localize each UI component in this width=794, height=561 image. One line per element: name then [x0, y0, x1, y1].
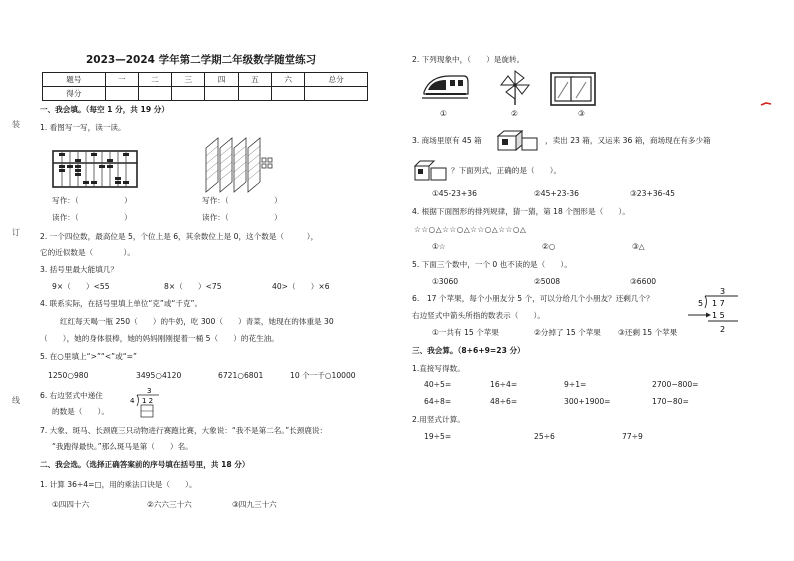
choice-6-opt-b[interactable]: ②分掉了 15 个苹果 — [534, 328, 601, 337]
calc-2: 2.用竖式计算。 — [412, 415, 465, 424]
ldiv-divisor: 5 — [698, 299, 704, 308]
ldiv-remainder: 2 — [720, 325, 726, 334]
q5-item-c: 6721○6801 — [218, 371, 264, 380]
choice-3-opt-b[interactable]: ②45+23-36 — [534, 189, 579, 198]
margin-mark-ding: 订 — [12, 228, 20, 237]
long-division-icon — [686, 286, 744, 338]
score-col-header: 二 — [138, 73, 171, 87]
score-col-header: 总分 — [305, 73, 368, 87]
choice-6: 6. 17 个苹果，每个小朋友分 5 个，可以分给几个小朋友？还剩几个？ — [412, 294, 654, 303]
margin-mark-xian: 线 — [12, 396, 20, 405]
question-4-line3: （ ），她的身体很棒，她的妈妈刚刚提着一桶 5（ ）的花生油。 — [40, 334, 279, 343]
q3-item-b: 8×（ ）<75 — [164, 282, 222, 291]
page-title: 2023—2024 学年第二学期二年级数学随堂练习 — [86, 54, 317, 66]
question-7: 7. 大象、斑马、长颈鹿三只动物进行赛跑比赛，大象说：“我不是第二名。”长颈鹿说： — [40, 426, 328, 435]
choice-6-cont: 右边竖式中箭头所指的数表示（ ）。 — [412, 311, 545, 320]
score-table-header-row — [43, 73, 368, 87]
red-pen-mark — [760, 101, 772, 107]
section-three-heading: 三、我会算。（8+6+9=23 分） — [412, 346, 525, 355]
question-3: 3. 括号里最大能填几？ — [40, 265, 119, 274]
question-4: 4. 联系实际，在括号里填上单位“克”或“千克”。 — [40, 299, 203, 308]
calc-item: 2700−800= — [652, 380, 699, 389]
train-icon — [420, 68, 470, 104]
vertical-calc-item: 25÷6 — [534, 432, 555, 441]
score-col-header: 题号 — [43, 73, 106, 87]
q1-write-a: 写作：（ ） — [52, 196, 132, 205]
margin-mark-zhuang: 装 — [12, 120, 20, 129]
score-col-header: 三 — [172, 73, 205, 87]
score-cell[interactable] — [205, 87, 238, 101]
choice-3-mid: ，卖出 23 箱，又运来 36 箱，商场现在有多少箱 — [545, 136, 711, 145]
question-1: 1. 看图写一写，读一读。 — [40, 123, 126, 132]
choice-1-opt-a[interactable]: ①四四十六 — [52, 500, 90, 509]
choice-4-opt-b[interactable]: ②○ — [542, 242, 556, 251]
q3-item-c: 40>（ ）×6 — [272, 282, 330, 291]
choice-2-opt-a[interactable]: ① — [440, 109, 447, 118]
score-cell[interactable] — [105, 87, 138, 101]
choice-4-sequence: ☆☆○△☆☆○△☆☆○△☆☆○△ — [414, 225, 527, 234]
score-table — [42, 72, 368, 101]
choice-4: 4. 根据下面图形的排列规律，猜一猜，第 18 个图形是（ ）。 — [412, 207, 630, 216]
calc-item: 40÷5= — [424, 380, 452, 389]
choice-5-opt-c[interactable]: ③6600 — [630, 277, 657, 286]
choice-3-opt-c[interactable]: ③23+36-45 — [630, 189, 675, 198]
cube-blocks-icon — [204, 136, 276, 196]
choice-5-opt-b[interactable]: ②5008 — [534, 277, 561, 286]
score-cell[interactable] — [138, 87, 171, 101]
calc-item: 300+1900= — [564, 397, 611, 406]
choice-5-opt-a[interactable]: ①3060 — [432, 277, 459, 286]
choice-5: 5. 下面三个数中，一个 0 也不读的是（ ）。 — [412, 260, 572, 269]
choice-3: 3. 商场里原有 45 箱 — [412, 136, 482, 145]
sliding-window-icon — [550, 72, 596, 106]
q5-item-a: 1250○980 — [48, 371, 89, 380]
pinwheel-icon — [498, 68, 532, 106]
abacus-icon — [52, 148, 138, 188]
score-col-header: 四 — [205, 73, 238, 87]
score-cell[interactable] — [172, 87, 205, 101]
choice-6-opt-a[interactable]: ①一共有 15 个苹果 — [432, 328, 499, 337]
score-cell[interactable] — [272, 87, 305, 101]
choice-1: 1. 计算 36÷4=□，用的乘法口诀是（ ）。 — [40, 480, 197, 489]
score-cell[interactable] — [238, 87, 271, 101]
question-5: 5. 在○里填上“>”“<”或“=” — [40, 352, 137, 361]
ldiv-quotient: 3 — [720, 287, 726, 296]
q3-item-a: 9×（ ）<55 — [52, 282, 110, 291]
box-icon — [496, 130, 540, 152]
score-col-header: 六 — [272, 73, 305, 87]
question-6-cont: 的数是（ ）。 — [52, 407, 109, 416]
choice-3-cont: ？下面列式，正确的是（ ）。 — [451, 166, 562, 175]
choice-4-opt-a[interactable]: ①☆ — [432, 242, 446, 251]
vertical-calc-item: 19÷5= — [424, 432, 452, 441]
score-cell[interactable] — [305, 87, 368, 101]
section-two-heading: 二、我会选。（选择正确答案前的序号填在括号里，共 18 分） — [40, 460, 250, 469]
calc-item: 16÷4= — [490, 380, 518, 389]
score-row-label: 得分 — [43, 87, 106, 101]
score-col-header: 一 — [105, 73, 138, 87]
score-col-header: 五 — [238, 73, 271, 87]
choice-4-opt-c[interactable]: ③△ — [632, 242, 645, 251]
question-2: 2. 一个四位数，最高位是 5，个位上是 6，其余数位上是 0，这个数是（ ）， — [40, 232, 319, 241]
calc-item: 48÷6= — [490, 397, 518, 406]
question-4-line2: 红红每天喝一瓶 250（ ）的牛奶，吃 300（ ）青菜，她现在的体重是 30 — [60, 317, 334, 326]
q1-read-a: 读作：（ ） — [52, 213, 132, 222]
vertical-calc-item: 77÷9 — [622, 432, 643, 441]
question-7-cont: “我跑得最快。”那么斑马是第（ ）名。 — [52, 442, 193, 451]
box-icon — [413, 160, 449, 182]
ldiv-dividend: 1 7 — [712, 299, 725, 308]
q1-write-b: 写作：（ ） — [202, 196, 282, 205]
section-one-heading: 一、我会填。（每空 1 分，共 19 分） — [40, 105, 169, 114]
calc-item: 170−80= — [652, 397, 689, 406]
choice-1-opt-c[interactable]: ③四九三十六 — [232, 500, 277, 509]
q5-item-b: 3495○4120 — [136, 371, 182, 380]
q1-read-b: 读作：（ ） — [202, 213, 282, 222]
vdiv-dividend: 1 2 — [142, 397, 154, 405]
question-2-cont: 它的近似数是（ ）。 — [40, 248, 135, 257]
choice-2-opt-c[interactable]: ③ — [578, 109, 585, 118]
question-6: 6. 右边竖式中递住 — [40, 391, 103, 400]
vertical-division-icon — [130, 386, 160, 420]
vdiv-divisor: 4 — [130, 397, 135, 405]
score-table-score-row — [43, 87, 368, 101]
calc-item: 9÷1= — [564, 380, 587, 389]
q5-item-d: 10 个一千○10000 — [290, 371, 356, 380]
calc-1: 1.直接写得数。 — [412, 364, 465, 373]
choice-2: 2. 下列现象中，（ ）是旋转。 — [412, 55, 525, 64]
choice-6-opt-c[interactable]: ③还剩 15 个苹果 — [618, 328, 678, 337]
ldiv-product: 1 5 — [712, 311, 725, 320]
vdiv-top: 3 — [147, 387, 152, 395]
choice-3-opt-a[interactable]: ①45-23+36 — [432, 189, 477, 198]
choice-1-opt-b[interactable]: ②六六三十六 — [147, 500, 192, 509]
calc-item: 64÷8= — [424, 397, 452, 406]
choice-2-opt-b[interactable]: ② — [511, 109, 518, 118]
